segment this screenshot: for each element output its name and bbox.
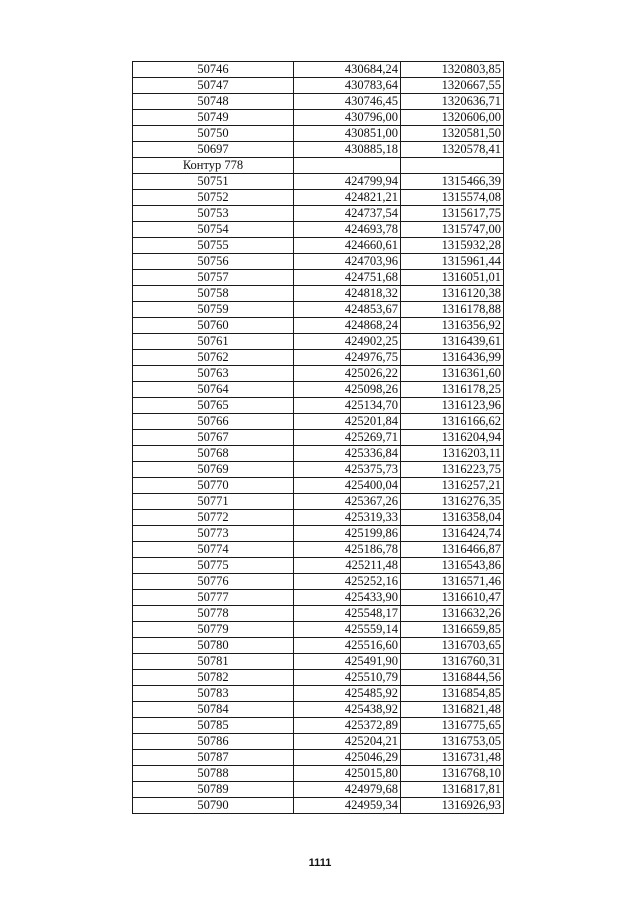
table-row [133, 638, 504, 654]
table-row [133, 558, 504, 574]
point-number-cell: 50762 [133, 350, 294, 366]
table-row [133, 142, 504, 158]
x-coordinate-cell: 424660,61 [294, 238, 401, 254]
table-row [133, 94, 504, 110]
x-coordinate-cell: 430684,24 [294, 62, 401, 78]
table-row [133, 238, 504, 254]
table-row [133, 126, 504, 142]
y-coordinate-cell: 1316731,48 [401, 750, 504, 766]
y-coordinate-cell: 1316571,46 [401, 574, 504, 590]
y-coordinate-cell: 1316120,38 [401, 286, 504, 302]
point-number-cell: 50697 [133, 142, 294, 158]
table-row [133, 574, 504, 590]
coordinates-table-body [133, 62, 504, 814]
x-coordinate-cell: 424853,67 [294, 302, 401, 318]
y-coordinate-cell: 1316358,04 [401, 510, 504, 526]
point-number-cell: 50755 [133, 238, 294, 254]
y-coordinate-cell: 1316775,65 [401, 718, 504, 734]
point-number-cell: 50747 [133, 78, 294, 94]
point-number-cell: 50768 [133, 446, 294, 462]
point-number-cell: 50759 [133, 302, 294, 318]
y-coordinate-cell: 1316760,31 [401, 654, 504, 670]
table-row [133, 686, 504, 702]
y-coordinate-cell: 1315932,28 [401, 238, 504, 254]
x-coordinate-cell: 430851,00 [294, 126, 401, 142]
x-coordinate-cell: 424821,21 [294, 190, 401, 206]
point-number-cell: 50750 [133, 126, 294, 142]
table-row [133, 782, 504, 798]
x-coordinate-cell: 430783,64 [294, 78, 401, 94]
x-coordinate-cell: 424703,96 [294, 254, 401, 270]
table-row [133, 206, 504, 222]
y-coordinate-cell: 1316204,94 [401, 430, 504, 446]
table-row [133, 110, 504, 126]
x-coordinate-cell: 425336,84 [294, 446, 401, 462]
y-coordinate-cell: 1316610,47 [401, 590, 504, 606]
point-number-cell: 50773 [133, 526, 294, 542]
point-number-cell: 50778 [133, 606, 294, 622]
x-coordinate-cell: 425510,79 [294, 670, 401, 686]
point-number-cell: 50782 [133, 670, 294, 686]
point-number-cell: 50749 [133, 110, 294, 126]
x-coordinate-cell: 425372,89 [294, 718, 401, 734]
table-row [133, 622, 504, 638]
x-coordinate-cell: 424799,94 [294, 174, 401, 190]
empty-cell [294, 158, 401, 174]
point-number-cell: 50771 [133, 494, 294, 510]
x-coordinate-cell: 425485,92 [294, 686, 401, 702]
point-number-cell: 50758 [133, 286, 294, 302]
table-row [133, 478, 504, 494]
point-number-cell: 50765 [133, 398, 294, 414]
y-coordinate-cell: 1320578,41 [401, 142, 504, 158]
table-row [133, 750, 504, 766]
table-row [133, 302, 504, 318]
page-number: 1111 [308, 857, 332, 869]
y-coordinate-cell: 1316203,11 [401, 446, 504, 462]
x-coordinate-cell: 425516,60 [294, 638, 401, 654]
point-number-cell: 50767 [133, 430, 294, 446]
x-coordinate-cell: 425559,14 [294, 622, 401, 638]
table-row [133, 78, 504, 94]
x-coordinate-cell: 425046,29 [294, 750, 401, 766]
x-coordinate-cell: 425491,90 [294, 654, 401, 670]
table-row [133, 446, 504, 462]
table-row [133, 734, 504, 750]
table-row [133, 222, 504, 238]
point-number-cell: 50788 [133, 766, 294, 782]
y-coordinate-cell: 1320667,55 [401, 78, 504, 94]
point-number-cell: 50783 [133, 686, 294, 702]
x-coordinate-cell: 425186,78 [294, 542, 401, 558]
x-coordinate-cell: 424818,32 [294, 286, 401, 302]
y-coordinate-cell: 1320581,50 [401, 126, 504, 142]
y-coordinate-cell: 1316123,96 [401, 398, 504, 414]
point-number-cell: 50753 [133, 206, 294, 222]
point-number-cell: 50769 [133, 462, 294, 478]
x-coordinate-cell: 430885,18 [294, 142, 401, 158]
x-coordinate-cell: 424959,34 [294, 798, 401, 814]
table-row [133, 510, 504, 526]
point-number-cell: 50780 [133, 638, 294, 654]
y-coordinate-cell: 1315961,44 [401, 254, 504, 270]
point-number-cell: 50785 [133, 718, 294, 734]
y-coordinate-cell: 1316854,85 [401, 686, 504, 702]
y-coordinate-cell: 1316466,87 [401, 542, 504, 558]
y-coordinate-cell: 1316543,86 [401, 558, 504, 574]
y-coordinate-cell: 1315747,00 [401, 222, 504, 238]
x-coordinate-cell: 425367,26 [294, 494, 401, 510]
point-number-cell: 50751 [133, 174, 294, 190]
point-number-cell: 50748 [133, 94, 294, 110]
y-coordinate-cell: 1316436,99 [401, 350, 504, 366]
point-number-cell: 50770 [133, 478, 294, 494]
x-coordinate-cell: 424868,24 [294, 318, 401, 334]
table-row [133, 798, 504, 814]
y-coordinate-cell: 1316844,56 [401, 670, 504, 686]
x-coordinate-cell: 425211,48 [294, 558, 401, 574]
y-coordinate-cell: 1316166,62 [401, 414, 504, 430]
table-row [133, 526, 504, 542]
y-coordinate-cell: 1320606,00 [401, 110, 504, 126]
y-coordinate-cell: 1316424,74 [401, 526, 504, 542]
table-row [133, 606, 504, 622]
point-number-cell: 50776 [133, 574, 294, 590]
empty-cell [401, 158, 504, 174]
point-number-cell: 50790 [133, 798, 294, 814]
table-row [133, 414, 504, 430]
table-row [133, 62, 504, 78]
point-number-cell: 50752 [133, 190, 294, 206]
x-coordinate-cell: 425375,73 [294, 462, 401, 478]
table-row [133, 318, 504, 334]
table-row [133, 366, 504, 382]
point-number-cell: 50779 [133, 622, 294, 638]
y-coordinate-cell: 1315466,39 [401, 174, 504, 190]
point-number-cell: 50772 [133, 510, 294, 526]
x-coordinate-cell: 424693,78 [294, 222, 401, 238]
table-row [133, 702, 504, 718]
point-number-cell: 50757 [133, 270, 294, 286]
x-coordinate-cell: 430796,00 [294, 110, 401, 126]
table-row [133, 718, 504, 734]
point-number-cell: 50760 [133, 318, 294, 334]
point-number-cell: 50764 [133, 382, 294, 398]
table-row [133, 174, 504, 190]
y-coordinate-cell: 1316817,81 [401, 782, 504, 798]
table-row [133, 670, 504, 686]
point-number-cell: 50763 [133, 366, 294, 382]
x-coordinate-cell: 425433,90 [294, 590, 401, 606]
contour-header-row [133, 158, 504, 174]
y-coordinate-cell: 1316753,05 [401, 734, 504, 750]
y-coordinate-cell: 1316356,92 [401, 318, 504, 334]
x-coordinate-cell: 424976,75 [294, 350, 401, 366]
x-coordinate-cell: 425199,86 [294, 526, 401, 542]
table-row [133, 190, 504, 206]
x-coordinate-cell: 425400,04 [294, 478, 401, 494]
x-coordinate-cell: 424979,68 [294, 782, 401, 798]
y-coordinate-cell: 1316361,60 [401, 366, 504, 382]
x-coordinate-cell: 425252,16 [294, 574, 401, 590]
y-coordinate-cell: 1316821,48 [401, 702, 504, 718]
point-number-cell: 50754 [133, 222, 294, 238]
y-coordinate-cell: 1316276,35 [401, 494, 504, 510]
x-coordinate-cell: 424737,54 [294, 206, 401, 222]
point-number-cell: 50775 [133, 558, 294, 574]
point-number-cell: 50786 [133, 734, 294, 750]
table-row [133, 398, 504, 414]
point-number-cell: 50784 [133, 702, 294, 718]
x-coordinate-cell: 425026,22 [294, 366, 401, 382]
point-number-cell: 50774 [133, 542, 294, 558]
table-row [133, 286, 504, 302]
coordinates-table [132, 61, 504, 814]
y-coordinate-cell: 1316926,93 [401, 798, 504, 814]
x-coordinate-cell: 424902,25 [294, 334, 401, 350]
point-number-cell: 50746 [133, 62, 294, 78]
y-coordinate-cell: 1316439,61 [401, 334, 504, 350]
point-number-cell: 50756 [133, 254, 294, 270]
table-row [133, 654, 504, 670]
table-row [133, 542, 504, 558]
table-row [133, 430, 504, 446]
y-coordinate-cell: 1316223,75 [401, 462, 504, 478]
y-coordinate-cell: 1316632,26 [401, 606, 504, 622]
y-coordinate-cell: 1316768,10 [401, 766, 504, 782]
x-coordinate-cell: 425201,84 [294, 414, 401, 430]
table-row [133, 382, 504, 398]
x-coordinate-cell: 424751,68 [294, 270, 401, 286]
table-row [133, 494, 504, 510]
table-row [133, 254, 504, 270]
x-coordinate-cell: 425438,92 [294, 702, 401, 718]
point-number-cell: 50781 [133, 654, 294, 670]
y-coordinate-cell: 1320636,71 [401, 94, 504, 110]
y-coordinate-cell: 1316178,25 [401, 382, 504, 398]
y-coordinate-cell: 1316659,85 [401, 622, 504, 638]
table-row [133, 462, 504, 478]
point-number-cell: 50777 [133, 590, 294, 606]
point-number-cell: 50787 [133, 750, 294, 766]
table-row [133, 766, 504, 782]
contour-label: Контур 778 [133, 158, 294, 174]
x-coordinate-cell: 425548,17 [294, 606, 401, 622]
y-coordinate-cell: 1316051,01 [401, 270, 504, 286]
x-coordinate-cell: 425204,21 [294, 734, 401, 750]
y-coordinate-cell: 1315617,75 [401, 206, 504, 222]
table-row [133, 270, 504, 286]
table-row [133, 350, 504, 366]
y-coordinate-cell: 1316257,21 [401, 478, 504, 494]
point-number-cell: 50761 [133, 334, 294, 350]
table-row [133, 590, 504, 606]
x-coordinate-cell: 430746,45 [294, 94, 401, 110]
y-coordinate-cell: 1316703,65 [401, 638, 504, 654]
x-coordinate-cell: 425269,71 [294, 430, 401, 446]
point-number-cell: 50789 [133, 782, 294, 798]
x-coordinate-cell: 425098,26 [294, 382, 401, 398]
point-number-cell: 50766 [133, 414, 294, 430]
table-row [133, 334, 504, 350]
x-coordinate-cell: 425015,80 [294, 766, 401, 782]
x-coordinate-cell: 425134,70 [294, 398, 401, 414]
y-coordinate-cell: 1320803,85 [401, 62, 504, 78]
y-coordinate-cell: 1316178,88 [401, 302, 504, 318]
y-coordinate-cell: 1315574,08 [401, 190, 504, 206]
x-coordinate-cell: 425319,33 [294, 510, 401, 526]
